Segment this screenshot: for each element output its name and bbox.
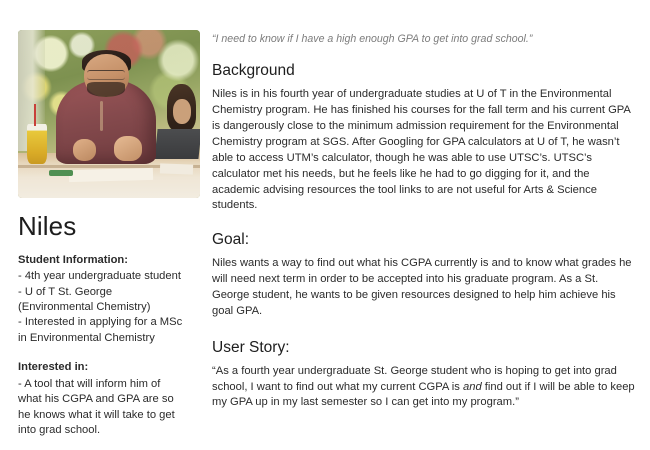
background-body: Niles is in his fourth year of undergraduate studies at U of T in the Environmental Chemistry program. He has finished his courses for the fall term and his current GPA is dangerously close to the minimum admission requirement for the Environmental Chemistry program at SGS. After Googling for GPA calculators at U of T, he wasn’t able to access UTM’s calculator, though he was able to use UTSC’s. UTSC’s calculator met his needs, but he feels like he had to go digging for it, and the academic advising resources the tool links to are not useful for Arts & Science students. <box>212 88 631 212</box>
user-story-body <box>212 364 636 412</box>
background-section <box>212 62 636 214</box>
interested-in-block <box>18 360 202 438</box>
persona-photo <box>18 30 200 198</box>
interested-in-line: - A tool that will inform him of <box>18 377 161 390</box>
persona-sidebar <box>18 30 202 439</box>
photo-drink-straw <box>34 104 36 126</box>
student-information-line: - 4th year undergraduate student <box>18 270 181 283</box>
interested-in-heading: Interested in: <box>18 361 89 374</box>
user-story-section <box>212 339 636 412</box>
persona-pull-quote: “I need to know if I have a high enough GPA to get into grad school.” <box>212 33 533 45</box>
goal-body: Niles wants a way to find out what his CGPA currently is and to know what grades he will need next term in order to be accepted into his graduate program. As a St. George student, he wants to be given resources designed to help him achieve his goal GPA. <box>212 257 632 317</box>
persona-content <box>212 32 636 411</box>
photo-subject-glasses <box>87 70 125 80</box>
student-information-line: (Environmental Chemistry) <box>18 300 151 313</box>
persona-name: Niles <box>18 211 77 241</box>
photo-marker <box>49 170 73 176</box>
photo-subject-right-hand <box>114 136 141 161</box>
interested-in-line: into grad school. <box>18 424 101 437</box>
student-information-line: - U of T St. George <box>18 285 113 298</box>
photo-subject-left-hand <box>73 139 97 161</box>
goal-section <box>212 231 636 319</box>
photo-laptop <box>155 129 200 159</box>
user-story-emphasis: and <box>463 380 482 393</box>
photo-shirt-placket <box>100 101 103 131</box>
student-information-heading: Student Information: <box>18 253 128 266</box>
background-heading: Background <box>212 62 295 80</box>
interested-in-line: he knows what it will take to get <box>18 408 175 421</box>
photo-background-person-face <box>173 99 191 124</box>
student-information-block <box>18 253 202 347</box>
student-information-line: - Interested in applying for a MSc <box>18 316 183 329</box>
interested-in-line: what his CGPA and GPA are so <box>18 393 174 406</box>
goal-heading: Goal: <box>212 231 250 249</box>
user-story-text-before: “As a fourth year undergraduate St. George student who is hoping to get into grad school, I want to find out what my current CGPA is <box>212 364 617 393</box>
user-story-text-after: find out if I will be able to keep my GPA up in my last semester so I can get into my program.” <box>212 380 635 409</box>
user-story-heading: User Story: <box>212 338 290 356</box>
photo-drink-cup <box>27 124 47 164</box>
student-information-line: in Environmental Chemistry <box>18 331 155 344</box>
photo-papers-secondary <box>160 164 193 175</box>
